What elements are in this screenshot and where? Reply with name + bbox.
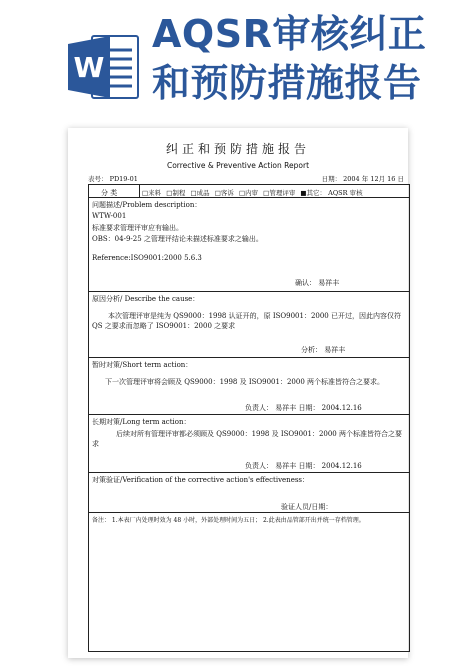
verification-section <box>89 473 409 513</box>
category-option[interactable]: □来料 <box>142 189 162 197</box>
document-page <box>68 128 408 658</box>
banner-title-line2: 和预防措施报告 <box>152 61 422 105</box>
report-form <box>88 184 410 652</box>
category-option[interactable]: □内审 <box>238 189 259 197</box>
remarks-row <box>89 513 409 525</box>
problem-line: OBS：04-9-25 之管理评结论未描述标准要求之输出。 <box>92 235 263 243</box>
short-term-owner: 负责人： 易祥丰 日期： 2004.12.16 <box>245 404 362 412</box>
cause-section <box>89 292 409 358</box>
short-term-body: 下一次管理评审将会顾及 QS9000：1998 及 ISO9001：2000 两个标准皆符合之要求。 <box>105 378 384 386</box>
category-label: 分 类 <box>101 189 118 197</box>
document-subtitle: Corrective & Preventive Action Report <box>166 161 310 170</box>
long-term-header: 长期对策/Long term action： <box>92 418 191 426</box>
banner-title-line1: AQSR审核纠正 <box>152 12 427 56</box>
cause-body: 本次管理评审是纯为 QS9000：1998 认证开的，原 ISO9001：2000 已开过，因此内容仅符 QS 之要求而忽略了 ISO9001：2000 之要求 <box>92 312 401 330</box>
word-document-icon <box>66 32 142 102</box>
verification-header: 对策验证/Verification of the corrective action's effectiveness： <box>92 476 310 484</box>
banner-title <box>152 10 472 108</box>
category-row <box>89 185 409 198</box>
category-other-value: AQSR 审核 <box>328 189 363 197</box>
form-number: 表号： PD19-01 <box>88 175 138 183</box>
verification-signer: 验证人员/日期： <box>281 503 333 511</box>
document-title: 纠正和预防措施报告 <box>165 142 310 156</box>
problem-reference: Reference:ISO9001:2000 5.6.3 <box>92 254 202 262</box>
remarks: 备注： 1.本表厂内处理时效为 48 小时，外部处理时间为五日； 2.此表由品管部开出并统一存档管理。 <box>92 517 365 524</box>
logo-letter: W <box>73 51 105 84</box>
long-term-body: 后续对所有管理评审都必须顾及 QS9000：1998 及 ISO9001：2000 两个标准皆符合之要求 <box>92 430 402 448</box>
short-term-header: 暂时对策/Short term action： <box>92 361 193 369</box>
category-label-cell <box>89 185 140 197</box>
category-options <box>142 188 363 197</box>
problem-line: WTW-001 <box>92 212 127 220</box>
short-term-section <box>89 358 409 415</box>
long-term-owner: 负责人： 易祥丰 日期： 2004.12.16 <box>245 462 362 470</box>
category-option[interactable]: □管理评审 <box>263 189 296 197</box>
problem-section <box>89 198 409 292</box>
cause-header: 原因分析/ Describe the cause： <box>92 295 200 303</box>
problem-header: 问题描述/Problem description： <box>92 201 202 209</box>
cause-analyst: 分析： 易祥丰 <box>301 346 346 354</box>
report-date: 日期： 2004 年 12月 16 日 <box>321 175 404 183</box>
category-option[interactable]: □客诉 <box>214 189 234 197</box>
long-term-section <box>89 415 409 473</box>
category-option-other[interactable]: ■其它： <box>300 189 327 197</box>
problem-line: 标准要求管理评审应有输出。 <box>92 224 183 232</box>
category-option[interactable]: □制程 <box>166 189 186 197</box>
category-option[interactable]: □成品 <box>190 189 210 197</box>
problem-confirm: 确认： 易祥丰 <box>295 279 340 287</box>
banner <box>0 0 474 118</box>
